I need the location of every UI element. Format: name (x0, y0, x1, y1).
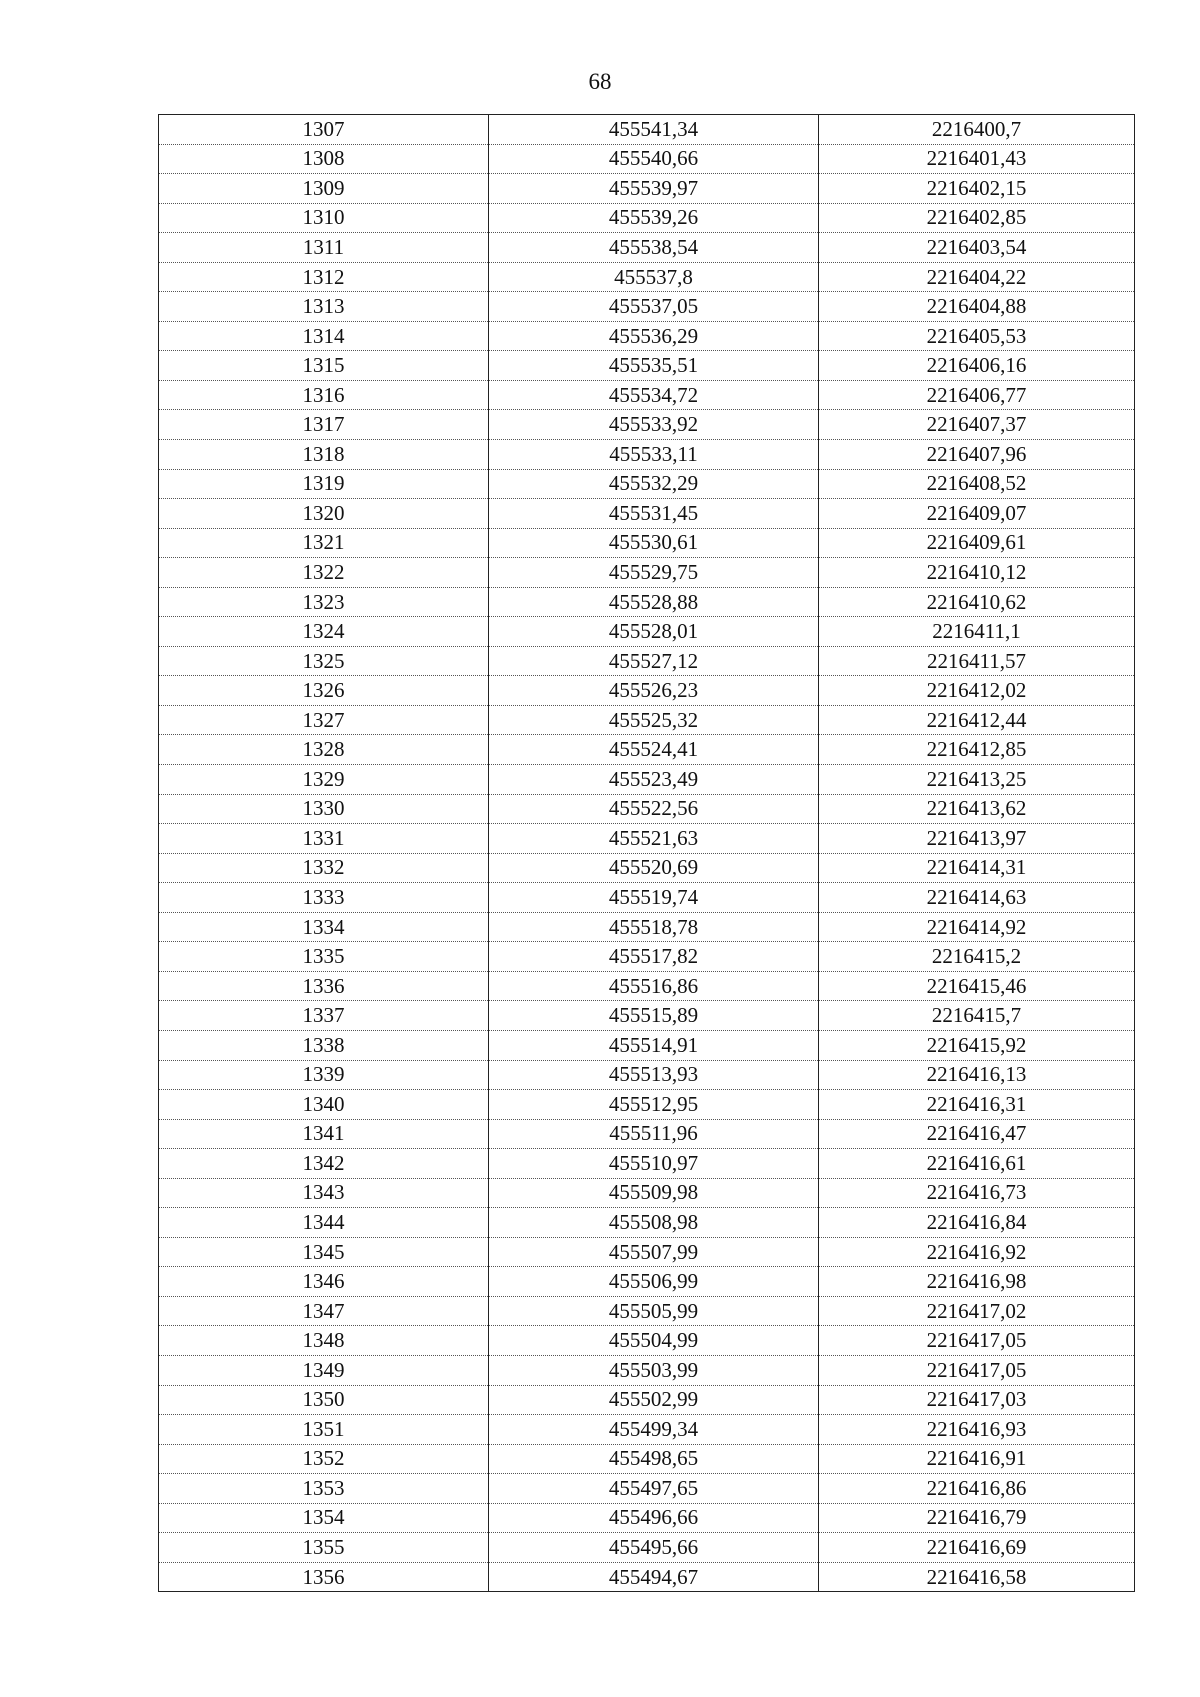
x-coordinate-cell: 455536,29 (489, 321, 819, 351)
y-coordinate-cell: 2216415,2 (819, 942, 1135, 972)
point-number-cell: 1310 (159, 203, 489, 233)
x-coordinate-cell: 455510,97 (489, 1149, 819, 1179)
point-number-cell: 1335 (159, 942, 489, 972)
x-coordinate-cell: 455539,97 (489, 174, 819, 204)
y-coordinate-cell: 2216406,16 (819, 351, 1135, 381)
table-row (159, 1267, 1135, 1297)
table-row (159, 705, 1135, 735)
table-row (159, 646, 1135, 676)
point-number-cell: 1347 (159, 1296, 489, 1326)
table-row (159, 1444, 1135, 1474)
point-number-cell: 1331 (159, 824, 489, 854)
x-coordinate-cell: 455528,01 (489, 617, 819, 647)
point-number-cell: 1311 (159, 233, 489, 263)
x-coordinate-cell: 455522,56 (489, 794, 819, 824)
point-number-cell: 1321 (159, 528, 489, 558)
table-row (159, 1562, 1135, 1592)
point-number-cell: 1330 (159, 794, 489, 824)
x-coordinate-cell: 455505,99 (489, 1296, 819, 1326)
point-number-cell: 1332 (159, 853, 489, 883)
x-coordinate-cell: 455534,72 (489, 380, 819, 410)
table-row (159, 912, 1135, 942)
x-coordinate-cell: 455529,75 (489, 558, 819, 588)
table-row (159, 351, 1135, 381)
point-number-cell: 1334 (159, 912, 489, 942)
point-number-cell: 1348 (159, 1326, 489, 1356)
x-coordinate-cell: 455511,96 (489, 1119, 819, 1149)
y-coordinate-cell: 2216404,22 (819, 262, 1135, 292)
point-number-cell: 1354 (159, 1503, 489, 1533)
y-coordinate-cell: 2216416,69 (819, 1533, 1135, 1563)
table-row (159, 853, 1135, 883)
x-coordinate-cell: 455528,88 (489, 587, 819, 617)
y-coordinate-cell: 2216414,92 (819, 912, 1135, 942)
point-number-cell: 1318 (159, 440, 489, 470)
table-row (159, 1090, 1135, 1120)
y-coordinate-cell: 2216404,88 (819, 292, 1135, 322)
point-number-cell: 1340 (159, 1090, 489, 1120)
x-coordinate-cell: 455497,65 (489, 1474, 819, 1504)
x-coordinate-cell: 455507,99 (489, 1237, 819, 1267)
table-row (159, 1296, 1135, 1326)
y-coordinate-cell: 2216413,25 (819, 765, 1135, 795)
point-number-cell: 1329 (159, 765, 489, 795)
y-coordinate-cell: 2216402,85 (819, 203, 1135, 233)
y-coordinate-cell: 2216416,58 (819, 1562, 1135, 1592)
x-coordinate-cell: 455518,78 (489, 912, 819, 942)
y-coordinate-cell: 2216410,62 (819, 587, 1135, 617)
y-coordinate-cell: 2216417,02 (819, 1296, 1135, 1326)
coordinates-table (158, 114, 1135, 1592)
y-coordinate-cell: 2216416,93 (819, 1415, 1135, 1445)
table-row (159, 292, 1135, 322)
y-coordinate-cell: 2216416,61 (819, 1149, 1135, 1179)
y-coordinate-cell: 2216416,47 (819, 1119, 1135, 1149)
y-coordinate-cell: 2216403,54 (819, 233, 1135, 263)
x-coordinate-cell: 455532,29 (489, 469, 819, 499)
point-number-cell: 1355 (159, 1533, 489, 1563)
x-coordinate-cell: 455539,26 (489, 203, 819, 233)
x-coordinate-cell: 455540,66 (489, 144, 819, 174)
x-coordinate-cell: 455495,66 (489, 1533, 819, 1563)
y-coordinate-cell: 2216416,91 (819, 1444, 1135, 1474)
table-row (159, 469, 1135, 499)
point-number-cell: 1352 (159, 1444, 489, 1474)
table-row (159, 587, 1135, 617)
y-coordinate-cell: 2216407,37 (819, 410, 1135, 440)
table-row (159, 617, 1135, 647)
y-coordinate-cell: 2216400,7 (819, 115, 1135, 145)
x-coordinate-cell: 455513,93 (489, 1060, 819, 1090)
point-number-cell: 1343 (159, 1178, 489, 1208)
x-coordinate-cell: 455504,99 (489, 1326, 819, 1356)
y-coordinate-cell: 2216412,44 (819, 705, 1135, 735)
table-row (159, 321, 1135, 351)
x-coordinate-cell: 455533,11 (489, 440, 819, 470)
x-coordinate-cell: 455537,05 (489, 292, 819, 322)
table-row (159, 262, 1135, 292)
y-coordinate-cell: 2216416,92 (819, 1237, 1135, 1267)
x-coordinate-cell: 455530,61 (489, 528, 819, 558)
x-coordinate-cell: 455531,45 (489, 499, 819, 529)
table-row (159, 410, 1135, 440)
point-number-cell: 1317 (159, 410, 489, 440)
table-row (159, 1030, 1135, 1060)
table-row (159, 1208, 1135, 1238)
point-number-cell: 1315 (159, 351, 489, 381)
y-coordinate-cell: 2216417,05 (819, 1326, 1135, 1356)
point-number-cell: 1339 (159, 1060, 489, 1090)
table-row (159, 1355, 1135, 1385)
table-row (159, 1149, 1135, 1179)
table-row (159, 1237, 1135, 1267)
y-coordinate-cell: 2216410,12 (819, 558, 1135, 588)
y-coordinate-cell: 2216411,1 (819, 617, 1135, 647)
point-number-cell: 1346 (159, 1267, 489, 1297)
y-coordinate-cell: 2216417,03 (819, 1385, 1135, 1415)
y-coordinate-cell: 2216412,02 (819, 676, 1135, 706)
table-row (159, 1533, 1135, 1563)
y-coordinate-cell: 2216413,97 (819, 824, 1135, 854)
x-coordinate-cell: 455519,74 (489, 883, 819, 913)
table-row (159, 1503, 1135, 1533)
point-number-cell: 1349 (159, 1355, 489, 1385)
table-row (159, 676, 1135, 706)
table-row (159, 942, 1135, 972)
x-coordinate-cell: 455538,54 (489, 233, 819, 263)
point-number-cell: 1333 (159, 883, 489, 913)
table-row (159, 883, 1135, 913)
table-row (159, 1060, 1135, 1090)
table-row (159, 765, 1135, 795)
y-coordinate-cell: 2216405,53 (819, 321, 1135, 351)
x-coordinate-cell: 455506,99 (489, 1267, 819, 1297)
x-coordinate-cell: 455514,91 (489, 1030, 819, 1060)
x-coordinate-cell: 455515,89 (489, 1001, 819, 1031)
y-coordinate-cell: 2216416,79 (819, 1503, 1135, 1533)
table-row (159, 233, 1135, 263)
x-coordinate-cell: 455520,69 (489, 853, 819, 883)
point-number-cell: 1344 (159, 1208, 489, 1238)
table-row (159, 1001, 1135, 1031)
x-coordinate-cell: 455508,98 (489, 1208, 819, 1238)
point-number-cell: 1324 (159, 617, 489, 647)
y-coordinate-cell: 2216402,15 (819, 174, 1135, 204)
y-coordinate-cell: 2216415,92 (819, 1030, 1135, 1060)
coordinates-table-body (159, 115, 1135, 1592)
y-coordinate-cell: 2216411,57 (819, 646, 1135, 676)
x-coordinate-cell: 455498,65 (489, 1444, 819, 1474)
x-coordinate-cell: 455502,99 (489, 1385, 819, 1415)
table-row (159, 380, 1135, 410)
table-row (159, 499, 1135, 529)
x-coordinate-cell: 455526,23 (489, 676, 819, 706)
point-number-cell: 1326 (159, 676, 489, 706)
page-number: 68 (588, 69, 612, 94)
y-coordinate-cell: 2216415,7 (819, 1001, 1135, 1031)
table-row (159, 203, 1135, 233)
y-coordinate-cell: 2216414,63 (819, 883, 1135, 913)
x-coordinate-cell: 455503,99 (489, 1355, 819, 1385)
point-number-cell: 1342 (159, 1149, 489, 1179)
x-coordinate-cell: 455521,63 (489, 824, 819, 854)
point-number-cell: 1320 (159, 499, 489, 529)
y-coordinate-cell: 2216408,52 (819, 469, 1135, 499)
x-coordinate-cell: 455541,34 (489, 115, 819, 145)
point-number-cell: 1341 (159, 1119, 489, 1149)
y-coordinate-cell: 2216414,31 (819, 853, 1135, 883)
point-number-cell: 1327 (159, 705, 489, 735)
y-coordinate-cell: 2216416,98 (819, 1267, 1135, 1297)
y-coordinate-cell: 2216409,61 (819, 528, 1135, 558)
x-coordinate-cell: 455509,98 (489, 1178, 819, 1208)
point-number-cell: 1314 (159, 321, 489, 351)
y-coordinate-cell: 2216415,46 (819, 971, 1135, 1001)
point-number-cell: 1336 (159, 971, 489, 1001)
point-number-cell: 1338 (159, 1030, 489, 1060)
y-coordinate-cell: 2216416,84 (819, 1208, 1135, 1238)
x-coordinate-cell: 455527,12 (489, 646, 819, 676)
y-coordinate-cell: 2216417,05 (819, 1355, 1135, 1385)
point-number-cell: 1308 (159, 144, 489, 174)
table-row (159, 1119, 1135, 1149)
point-number-cell: 1319 (159, 469, 489, 499)
table-row (159, 1178, 1135, 1208)
y-coordinate-cell: 2216416,73 (819, 1178, 1135, 1208)
x-coordinate-cell: 455499,34 (489, 1415, 819, 1445)
y-coordinate-cell: 2216416,31 (819, 1090, 1135, 1120)
point-number-cell: 1316 (159, 380, 489, 410)
table-row (159, 1415, 1135, 1445)
point-number-cell: 1323 (159, 587, 489, 617)
table-row (159, 735, 1135, 765)
y-coordinate-cell: 2216412,85 (819, 735, 1135, 765)
point-number-cell: 1345 (159, 1237, 489, 1267)
table-row (159, 144, 1135, 174)
point-number-cell: 1312 (159, 262, 489, 292)
y-coordinate-cell: 2216416,13 (819, 1060, 1135, 1090)
table-row (159, 794, 1135, 824)
y-coordinate-cell: 2216406,77 (819, 380, 1135, 410)
x-coordinate-cell: 455525,32 (489, 705, 819, 735)
x-coordinate-cell: 455512,95 (489, 1090, 819, 1120)
table-row (159, 558, 1135, 588)
x-coordinate-cell: 455517,82 (489, 942, 819, 972)
point-number-cell: 1353 (159, 1474, 489, 1504)
table-row (159, 824, 1135, 854)
table-row (159, 971, 1135, 1001)
point-number-cell: 1337 (159, 1001, 489, 1031)
point-number-cell: 1356 (159, 1562, 489, 1592)
table-row (159, 1326, 1135, 1356)
x-coordinate-cell: 455533,92 (489, 410, 819, 440)
y-coordinate-cell: 2216407,96 (819, 440, 1135, 470)
point-number-cell: 1313 (159, 292, 489, 322)
point-number-cell: 1322 (159, 558, 489, 588)
x-coordinate-cell: 455524,41 (489, 735, 819, 765)
x-coordinate-cell: 455496,66 (489, 1503, 819, 1533)
table-row (159, 115, 1135, 145)
table-row (159, 1474, 1135, 1504)
y-coordinate-cell: 2216409,07 (819, 499, 1135, 529)
table-row (159, 1385, 1135, 1415)
point-number-cell: 1309 (159, 174, 489, 204)
x-coordinate-cell: 455516,86 (489, 971, 819, 1001)
point-number-cell: 1351 (159, 1415, 489, 1445)
table-row (159, 528, 1135, 558)
x-coordinate-cell: 455494,67 (489, 1562, 819, 1592)
y-coordinate-cell: 2216401,43 (819, 144, 1135, 174)
y-coordinate-cell: 2216416,86 (819, 1474, 1135, 1504)
x-coordinate-cell: 455523,49 (489, 765, 819, 795)
y-coordinate-cell: 2216413,62 (819, 794, 1135, 824)
x-coordinate-cell: 455537,8 (489, 262, 819, 292)
point-number-cell: 1350 (159, 1385, 489, 1415)
table-row (159, 174, 1135, 204)
point-number-cell: 1328 (159, 735, 489, 765)
point-number-cell: 1325 (159, 646, 489, 676)
point-number-cell: 1307 (159, 115, 489, 145)
table-row (159, 440, 1135, 470)
x-coordinate-cell: 455535,51 (489, 351, 819, 381)
